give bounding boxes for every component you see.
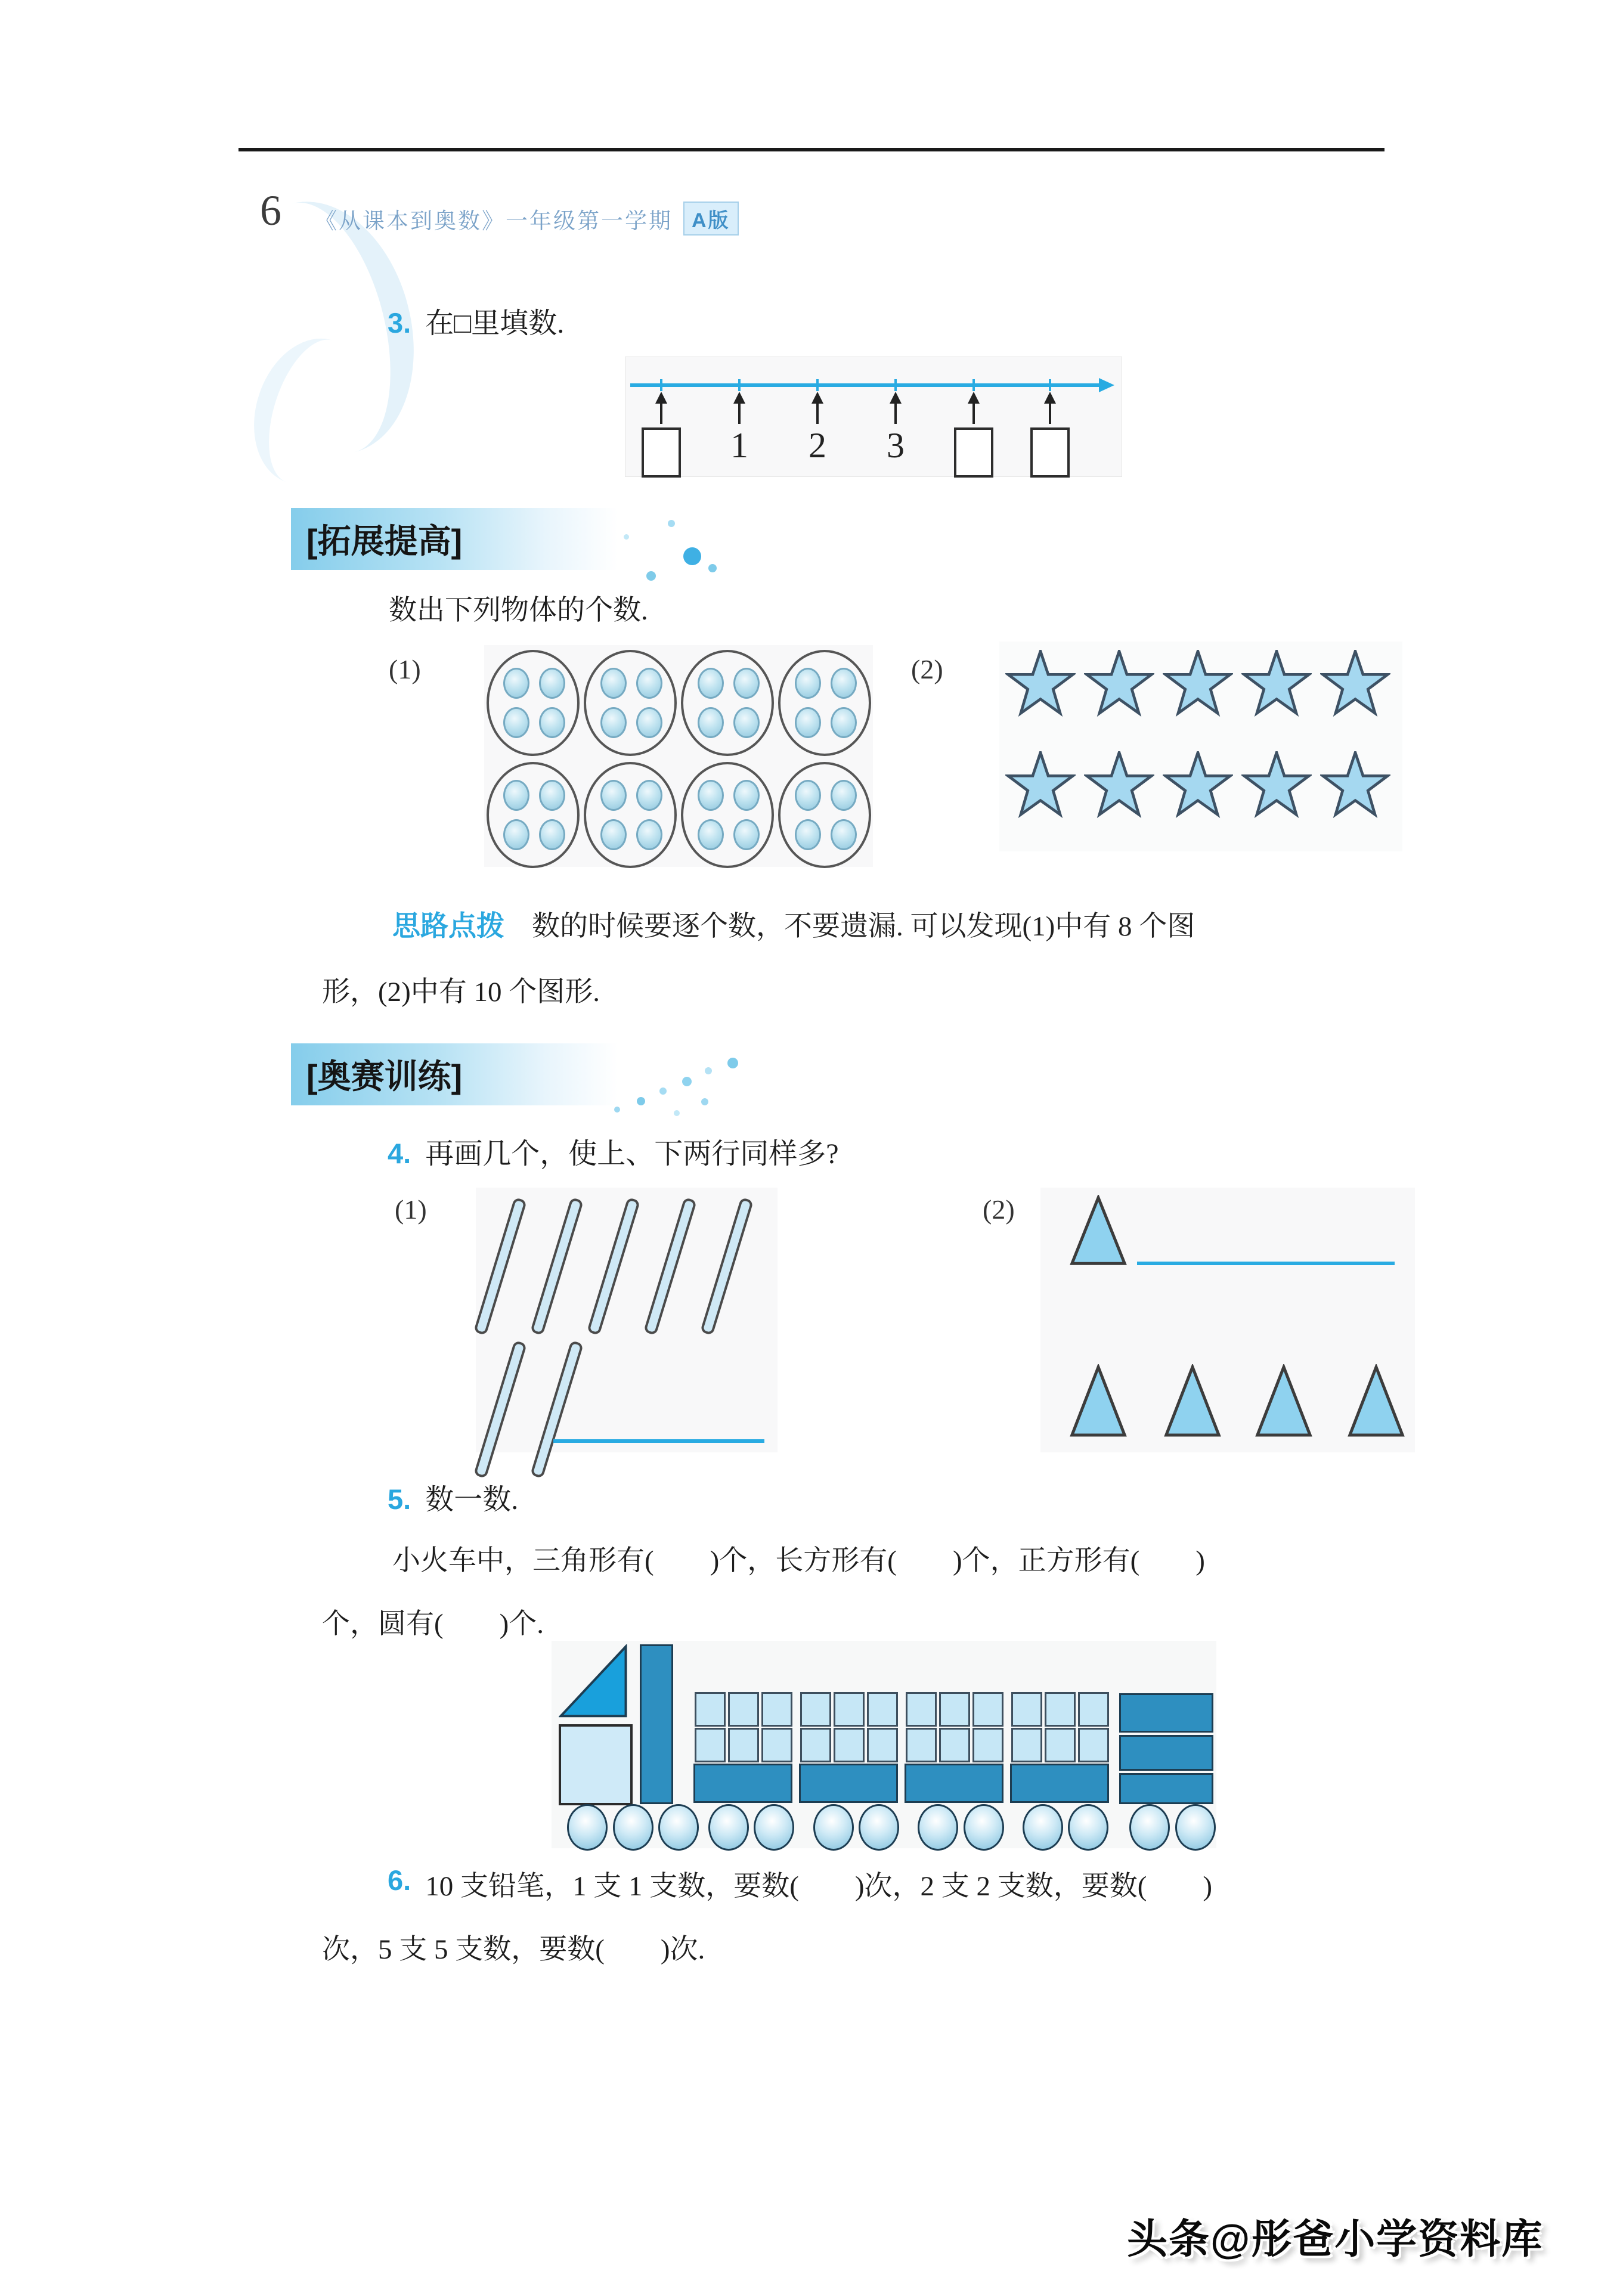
star — [1084, 650, 1154, 720]
section-banner-olympiad — [291, 1043, 618, 1105]
train-wheel — [613, 1804, 653, 1851]
count-instruction: 数出下列物体的个数. — [389, 595, 648, 626]
train-wheel — [754, 1804, 794, 1851]
counting-circle — [487, 650, 580, 756]
counting-circle — [584, 762, 677, 868]
problem5-line2: 个，圆有( )个. — [322, 1609, 544, 1640]
train-window — [972, 1692, 1003, 1727]
up-arrow-shaft — [972, 404, 975, 424]
decorative-dot — [683, 547, 701, 565]
train-wheel — [813, 1804, 854, 1851]
dot — [636, 819, 662, 850]
dot — [831, 668, 857, 699]
tick-label: 2 — [809, 426, 826, 465]
train-window — [834, 1692, 865, 1727]
dot — [636, 707, 662, 738]
problem-text: 再画几个，使上、下两行同样多? — [425, 1138, 839, 1170]
top-rule — [239, 148, 1384, 151]
up-arrow-icon — [655, 392, 667, 404]
triangle-icon — [1070, 1364, 1127, 1438]
tick-mark — [738, 379, 741, 391]
hint-paragraph — [392, 904, 1195, 944]
hint-text-line2: 形，(2)中有 10 个图形. — [322, 977, 600, 1008]
draw-here-line — [553, 1439, 764, 1443]
dot — [831, 707, 857, 738]
counting-circle — [487, 762, 580, 868]
train-window — [800, 1728, 831, 1762]
tick-mark — [816, 379, 819, 391]
train-window — [1045, 1692, 1076, 1727]
dot — [831, 819, 857, 850]
problem-number: 4. — [388, 1138, 411, 1169]
dot — [503, 668, 529, 699]
triangles-figure — [1040, 1188, 1415, 1452]
figure-label-2: (2) — [911, 654, 943, 684]
train-window — [906, 1692, 937, 1727]
star-icon — [1241, 751, 1312, 822]
dot — [795, 668, 821, 699]
decorative-dot — [646, 571, 656, 581]
up-arrow-icon — [968, 392, 980, 404]
counting-circle — [584, 650, 677, 756]
train-wheel — [1068, 1804, 1108, 1851]
decorative-dot — [659, 1087, 667, 1095]
counting-circle — [681, 762, 774, 868]
star — [1320, 751, 1390, 822]
book-title: 《从课本到奥数》一年级第一学期 — [315, 208, 673, 233]
train-window — [761, 1692, 792, 1727]
triangle — [1255, 1364, 1312, 1441]
problem-number: 6. — [388, 1864, 411, 1896]
train-window — [1078, 1728, 1109, 1762]
problem-3 — [388, 300, 564, 341]
up-arrow-shaft — [660, 404, 662, 424]
star-icon — [1320, 650, 1390, 720]
decorative-dot — [701, 1098, 708, 1105]
star — [1163, 751, 1233, 822]
decorative-dot — [637, 1097, 645, 1105]
up-arrow-shaft — [894, 404, 897, 424]
engine-roof — [559, 1644, 628, 1721]
dot — [795, 707, 821, 738]
answer-box — [1030, 427, 1070, 478]
dot — [795, 780, 821, 811]
dot — [539, 668, 565, 699]
counting-circle — [778, 762, 871, 868]
star-icon — [1005, 650, 1076, 720]
train-figure — [552, 1641, 1216, 1848]
star-icon — [1005, 751, 1076, 822]
star-icon — [1084, 751, 1154, 822]
tick-label: 1 — [730, 426, 748, 465]
problem-title: 数一数. — [425, 1484, 519, 1516]
problem-6 — [388, 1864, 1212, 1904]
train-window — [695, 1692, 726, 1727]
train-window — [695, 1728, 726, 1762]
train-wheel — [964, 1804, 1004, 1851]
caboose-rect — [1119, 1735, 1213, 1771]
dot — [733, 668, 760, 699]
star-icon — [1084, 650, 1154, 720]
dot — [733, 780, 760, 811]
section-label: [奥赛训练] — [306, 1058, 463, 1095]
train-wheel — [859, 1804, 899, 1851]
train-window — [867, 1692, 898, 1727]
train-wheel — [1023, 1804, 1063, 1851]
problem-4 — [388, 1130, 839, 1172]
tick-mark — [1049, 379, 1051, 391]
train-window — [939, 1728, 970, 1762]
train-car-body — [905, 1764, 1003, 1803]
triangle-icon — [1348, 1364, 1405, 1438]
train-window — [972, 1728, 1003, 1762]
engine-chimney — [640, 1644, 673, 1804]
problem-text: 在□里填数. — [425, 308, 565, 339]
train-wheel — [658, 1804, 699, 1851]
up-arrow-icon — [1044, 392, 1056, 404]
watermark: 头条@彤爸小学资料库 — [1127, 2217, 1544, 2262]
hint-text-line1: 数的时候要逐个数，不要遗漏. 可以发现(1)中有 8 个图 — [532, 911, 1195, 942]
caboose-rect — [1119, 1693, 1213, 1733]
dot — [600, 707, 627, 738]
star — [1163, 650, 1233, 720]
star — [1320, 650, 1390, 720]
dot — [503, 707, 529, 738]
section-banner-expand — [291, 508, 618, 570]
figure-label-4-1: (1) — [395, 1194, 427, 1225]
dot — [600, 780, 627, 811]
train-window — [800, 1692, 831, 1727]
counting-circle — [681, 650, 774, 756]
dot-circles-figure — [484, 645, 873, 867]
dot — [698, 707, 724, 738]
train-window — [1011, 1692, 1042, 1727]
train-window — [834, 1728, 865, 1762]
train-window — [867, 1728, 898, 1762]
stick-shape — [473, 1340, 527, 1479]
triangle-icon — [1070, 1195, 1127, 1266]
train-wheel — [1175, 1804, 1216, 1851]
up-arrow-icon — [890, 392, 902, 404]
problem-number: 3. — [388, 307, 411, 339]
stick-shape — [700, 1197, 754, 1336]
dot — [831, 780, 857, 811]
triangle-icon — [1164, 1364, 1221, 1438]
star-icon — [1320, 751, 1390, 822]
stick-shape — [587, 1197, 640, 1336]
star-icon — [1241, 650, 1312, 720]
star — [1241, 751, 1312, 822]
decorative-dot — [668, 520, 675, 527]
train-window — [1078, 1692, 1109, 1727]
edition-badge: A版 — [683, 202, 739, 236]
decorative-dot — [682, 1077, 692, 1086]
answer-box — [954, 427, 993, 478]
figure-label-1: (1) — [389, 654, 421, 684]
problem6-line2: 次，5 支 5 支数，要数( )次. — [322, 1934, 705, 1965]
problem5-line1: 小火车中，三角形有( )个，长方形有( )个，正方形有( ) — [392, 1545, 1205, 1576]
train-car-body — [1010, 1764, 1109, 1803]
up-arrow-shaft — [816, 404, 819, 424]
train-car-body — [799, 1764, 898, 1803]
dot — [600, 668, 627, 699]
engine-cab — [559, 1724, 633, 1805]
stars-figure — [999, 642, 1402, 851]
dot — [698, 780, 724, 811]
star — [1241, 650, 1312, 720]
dot — [733, 819, 760, 850]
dot — [539, 780, 565, 811]
train-window — [1011, 1728, 1042, 1762]
up-arrow-icon — [733, 392, 745, 404]
tick-label: 3 — [887, 426, 905, 465]
triangle — [1070, 1195, 1127, 1269]
dot — [636, 668, 662, 699]
train-wheel — [708, 1804, 749, 1851]
tick-mark — [972, 379, 975, 391]
number-line-figure — [625, 357, 1122, 477]
answer-box — [642, 427, 681, 478]
stick-shape — [530, 1340, 584, 1479]
up-arrow-icon — [811, 392, 823, 404]
stick-shape — [643, 1197, 697, 1336]
dot — [539, 819, 565, 850]
stick-shape — [530, 1197, 584, 1336]
problem6-line1: 10 支铅笔，1 支 1 支数，要数( )次，2 支 2 支数，要数( ) — [425, 1871, 1213, 1902]
train-window — [1045, 1728, 1076, 1762]
triangle — [1348, 1364, 1405, 1441]
train-window — [906, 1728, 937, 1762]
star-icon — [1163, 650, 1233, 720]
figure-label-4-2: (2) — [983, 1194, 1015, 1225]
star — [1084, 751, 1154, 822]
problem-5 — [388, 1476, 518, 1517]
dot — [636, 780, 662, 811]
dot — [698, 819, 724, 850]
decorative-dot — [674, 1110, 680, 1116]
decorative-dot — [705, 1067, 712, 1074]
train-car-body — [693, 1764, 792, 1803]
engine-roof-triangle — [559, 1644, 628, 1718]
caboose-rect — [1119, 1773, 1213, 1804]
triangle — [1070, 1364, 1127, 1441]
train-window — [728, 1728, 759, 1762]
decorative-dot — [614, 1107, 620, 1113]
counting-circle — [778, 650, 871, 756]
dot — [698, 668, 724, 699]
dot — [795, 819, 821, 850]
section-label: [拓展提高] — [306, 522, 463, 560]
train-wheel — [567, 1804, 608, 1851]
star — [1005, 650, 1076, 720]
tick-mark — [894, 379, 897, 391]
decorative-dot — [708, 564, 717, 572]
problem-number: 5. — [388, 1483, 411, 1515]
train-wheel — [918, 1804, 958, 1851]
train-window — [728, 1692, 759, 1727]
dot — [503, 780, 529, 811]
draw-here-line — [1137, 1262, 1395, 1265]
train-wheel — [1129, 1804, 1170, 1851]
star-icon — [1163, 751, 1233, 822]
triangle-icon — [1255, 1364, 1312, 1438]
decorative-dot — [624, 534, 629, 540]
triangle — [1164, 1364, 1221, 1441]
train-window — [761, 1728, 792, 1762]
train-window — [939, 1692, 970, 1727]
star — [1005, 751, 1076, 822]
page-number: 6 — [260, 187, 281, 234]
up-arrow-shaft — [1049, 404, 1051, 424]
dot — [503, 819, 529, 850]
hint-label: 思路点拨 — [392, 911, 504, 942]
number-line-axis — [630, 383, 1100, 387]
tick-mark — [660, 379, 662, 391]
arrow-right-icon — [1099, 378, 1114, 392]
header — [315, 202, 739, 236]
decorative-dot — [727, 1058, 738, 1068]
dot — [600, 819, 627, 850]
dot — [733, 707, 760, 738]
stick-shape — [473, 1197, 527, 1336]
dot — [539, 707, 565, 738]
sticks-figure — [476, 1188, 778, 1452]
up-arrow-shaft — [738, 404, 741, 424]
